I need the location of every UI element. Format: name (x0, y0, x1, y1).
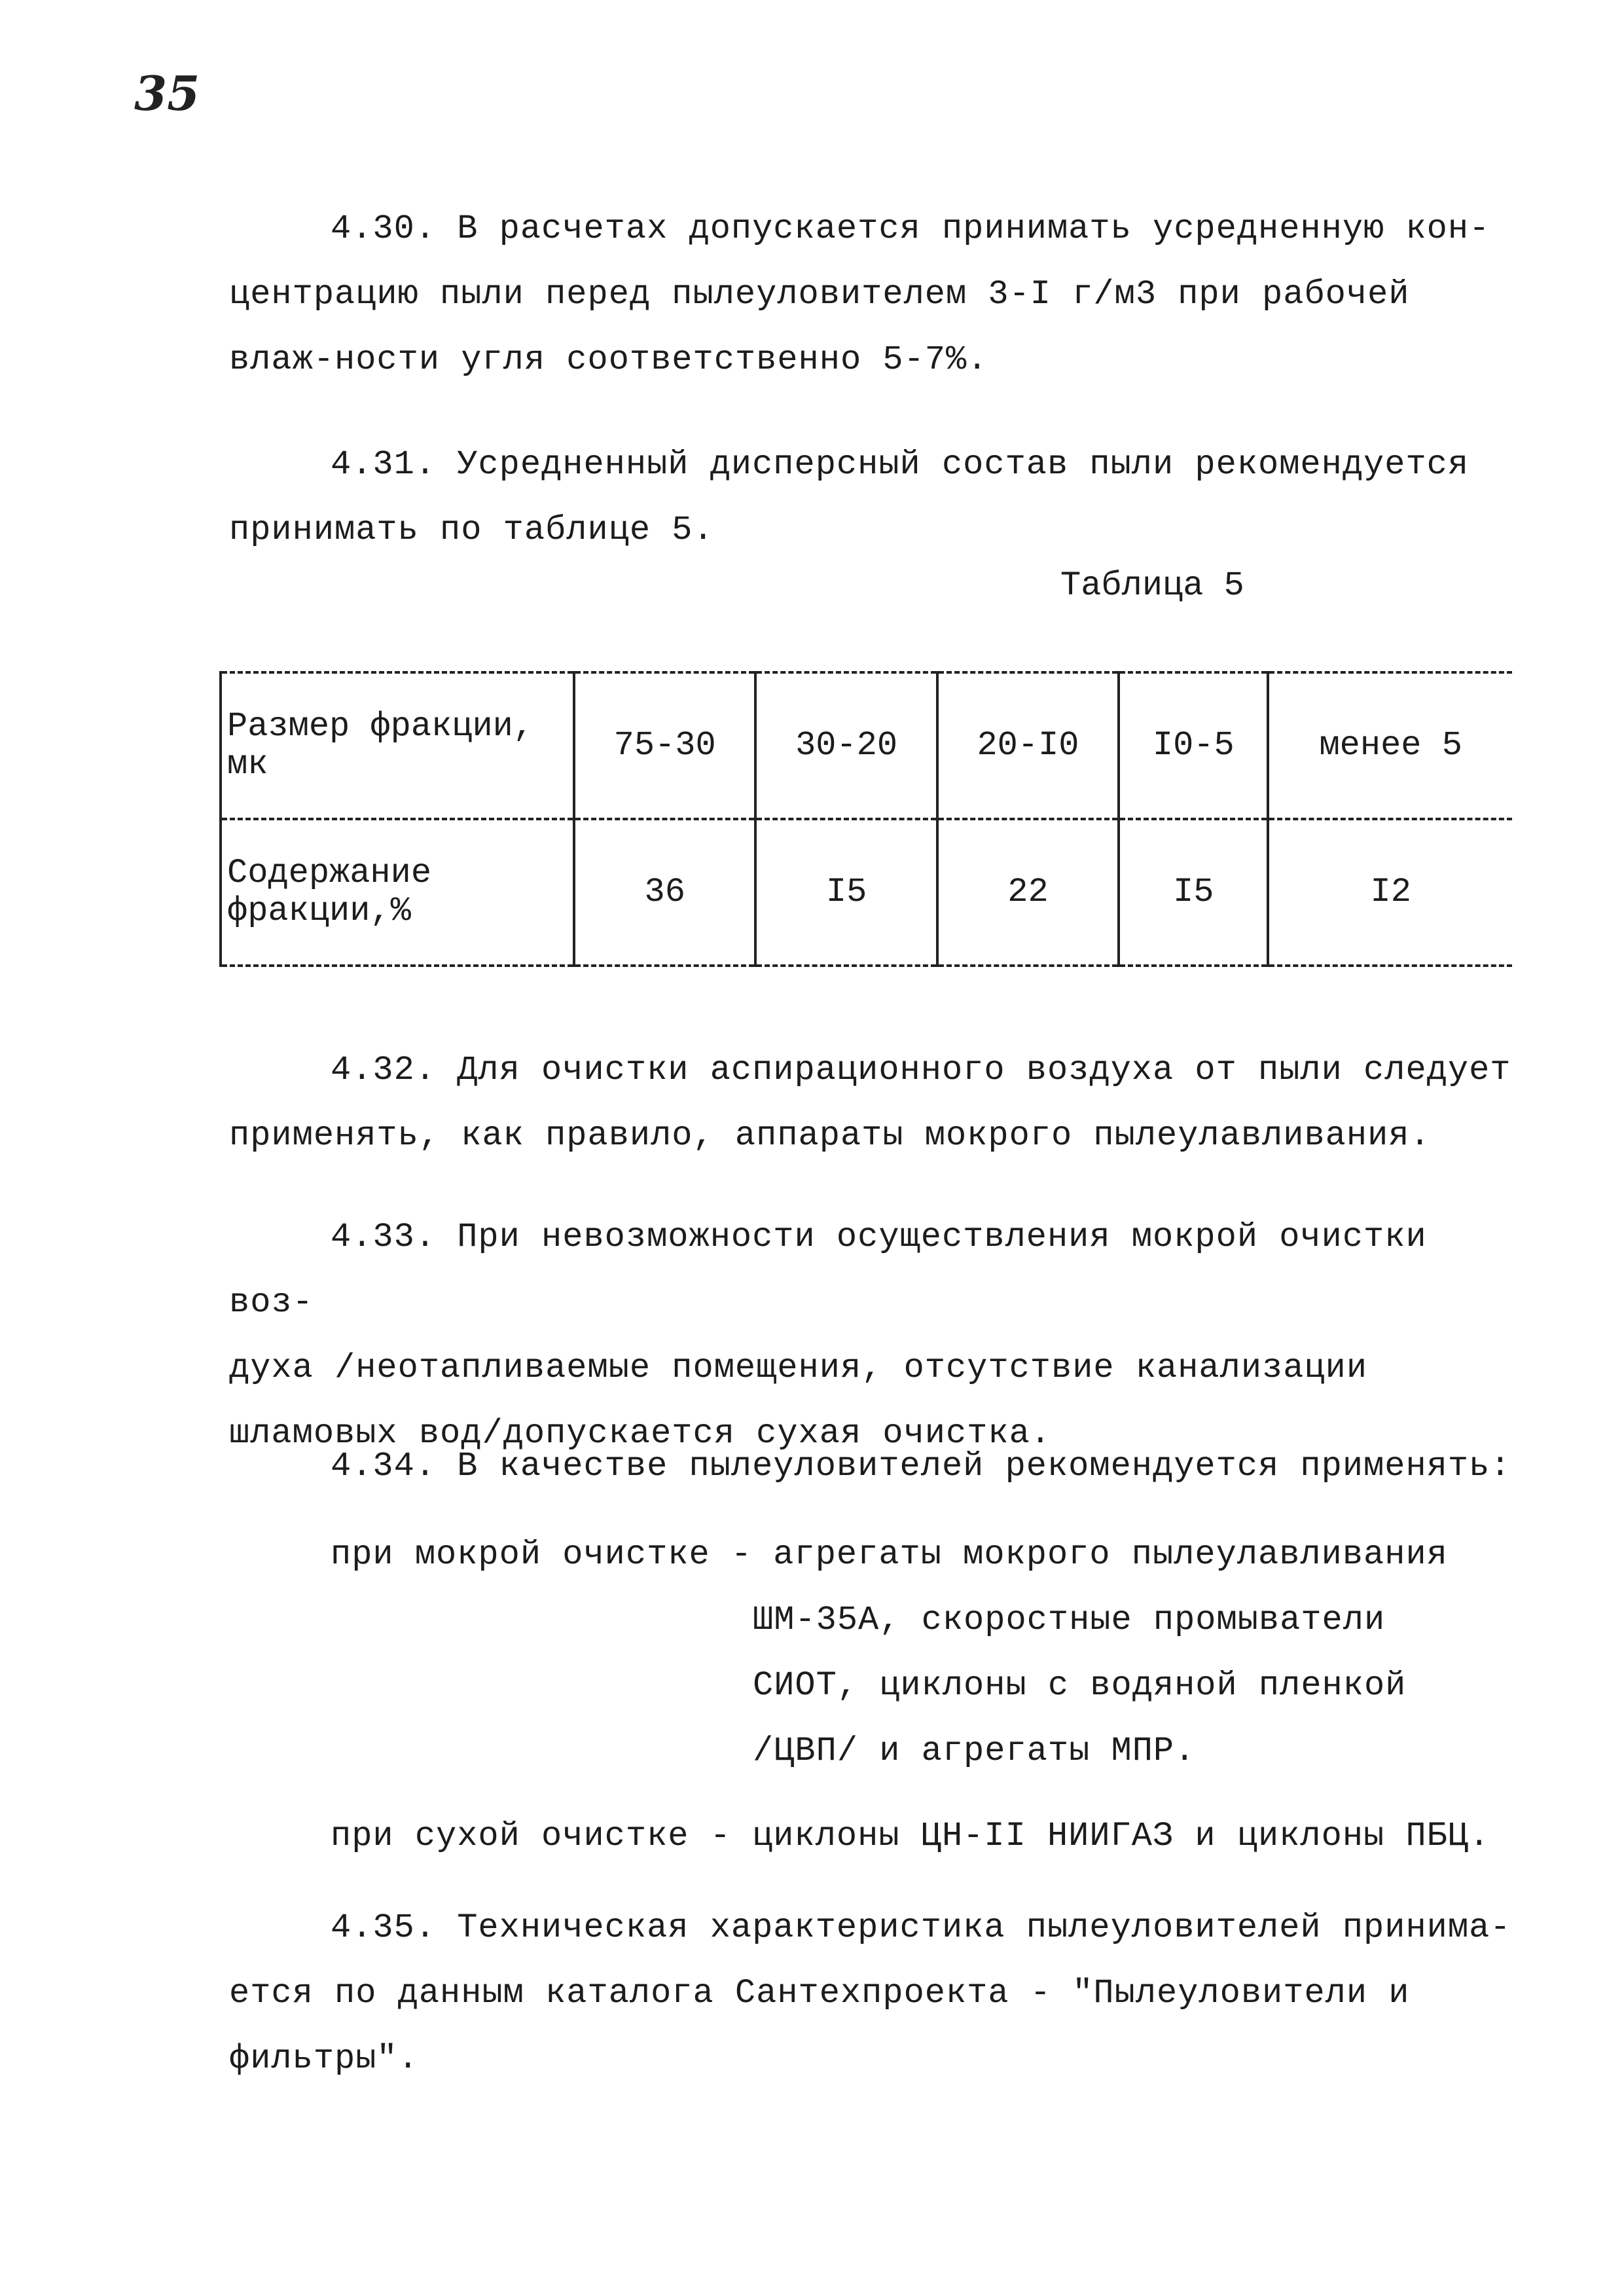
paragraph-4-33-first-line: 4.33. При невозможности осуществления мокрой очистки воз- (229, 1218, 1427, 1322)
row-header: Содержание фракции,% (221, 819, 574, 966)
table-cell: I2 (1268, 819, 1512, 966)
table-caption: Таблица 5 (1060, 566, 1244, 605)
table-cell: I5 (755, 819, 937, 966)
page-number: 35 (134, 65, 200, 121)
table-cell: 75-30 (574, 672, 755, 819)
paragraph-4-35-first-line: 4.35. Техническая характеристика пылеуловителей принима- (331, 1908, 1511, 1947)
wet-cleaning-list (753, 1588, 1473, 1784)
list-item: /ЦВП/ и агрегаты МПР. (753, 1732, 1196, 1770)
paragraph-4-30-body: центрацию пыли перед пылеуловителем 3-I г/м3 при рабочей влаж-ности угля соответственно 5-7%. (229, 275, 1410, 379)
paragraph-4-35 (229, 1895, 1512, 2092)
paragraph-4-35-body: ется по данным каталога Сантехпроекта - "Пылеуловители и фильтры". (229, 1974, 1410, 2078)
table-cell: I0-5 (1119, 672, 1268, 819)
table-row-fraction-size (221, 672, 1512, 819)
table-cell: 30-20 (755, 672, 937, 819)
table-cell: I5 (1119, 819, 1268, 966)
paragraph-4-33-body: духа /неотапливаемые помещения, отсутствие канализации шламовых вод/допускается сухая очистка. (229, 1349, 1368, 1453)
list-item: СИОТ, циклоны с водяной пленкой (753, 1666, 1407, 1705)
paragraph-4-34-first-line: 4.34. В качестве пылеуловителей рекомендуется применять: (331, 1447, 1511, 1485)
row-header: Размер фракции, мк (221, 672, 574, 819)
paragraph-4-30-first-line: 4.30. В расчетах допускается принимать усредненную кон- (331, 210, 1490, 248)
paragraph-4-31-body: принимать по таблице 5. (229, 511, 714, 549)
table-cell: 22 (937, 819, 1119, 966)
paragraph-4-33 (229, 1205, 1512, 1467)
table-cell: менее 5 (1268, 672, 1512, 819)
table-cell: 20-I0 (937, 672, 1119, 819)
table-row-fraction-content (221, 819, 1512, 966)
paragraph-4-34 (229, 1434, 1512, 1499)
paragraph-4-32-first-line: 4.32. Для очистки аспирационного воздуха от пыли следует (331, 1051, 1511, 1089)
paragraph-4-31 (229, 432, 1512, 563)
paragraph-4-31-first-line: 4.31. Усредненный дисперсный состав пыли рекомендуется (331, 445, 1470, 484)
table-cell: 36 (574, 819, 755, 966)
list-item: ШМ-35А, скоростные промыватели (753, 1601, 1386, 1639)
dry-cleaning-label: при сухой очистке - циклоны ЦН-II НИИГАЗ и циклоны ПБЦ. (331, 1817, 1490, 1855)
paragraph-4-32 (229, 1038, 1512, 1169)
paragraph-4-30 (229, 196, 1512, 393)
wet-cleaning-label: при мокрой очистке - агрегаты мокрого пылеулавливания (331, 1535, 1448, 1574)
dust-fraction-table (219, 671, 1512, 967)
paragraph-4-32-body: применять, как правило, аппараты мокрого пылеулавливания. (229, 1116, 1431, 1155)
